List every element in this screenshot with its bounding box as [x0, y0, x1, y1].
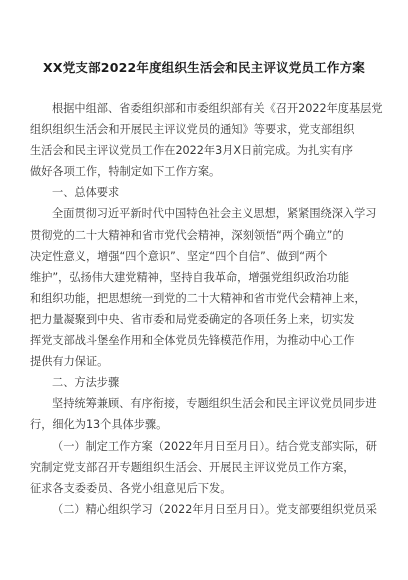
- text-line: 组织组织生活会和开展民主评议党员的通知》等要求，党支部组织: [30, 123, 355, 137]
- section-heading: [30, 182, 378, 203]
- step2-paragraph: [30, 499, 378, 520]
- text-line: 究制定党支部召开专题组织生活会、开展民主评议党员工作方案，: [30, 460, 355, 474]
- document-body: [30, 98, 383, 520]
- text-line: 行，细化为13个具体步骤。: [30, 418, 168, 432]
- text-line: 挥党支部战斗堡垒作用和全体党员先锋模范作用，为推动中心工作: [30, 334, 355, 348]
- section2-heading: 二、方法步骤: [52, 376, 120, 390]
- text-line: 维护”，弘扬伟大建党精神，坚持自我革命，增强党组织政治功能: [30, 270, 350, 284]
- text-line: 坚持统筹兼顾、有序衔接，专题组织生活会和民主评议党员同步进: [52, 397, 377, 411]
- text-line: 做好各项工作，特制定如下工作方案。: [30, 165, 221, 179]
- section1-heading: 一、总体要求: [52, 186, 120, 200]
- text-line: （二）精心组织学习（2022年月日至月日）。党支部要组织党员采: [52, 502, 377, 516]
- text-line: 和组织功能，把思想统一到党的二十大精神和省市党代会精神上来，: [30, 291, 366, 305]
- text-line: 全面贯彻习近平新时代中国特色社会主义思想，紧紧围绕深入学习: [52, 207, 377, 221]
- text-line: 根据中组部、省委组织部和市委组织部有关《召开2022年度基层党: [52, 102, 383, 115]
- text-line: 提供有力保证。: [30, 355, 109, 369]
- step1-paragraph: [30, 436, 378, 499]
- text-line: 生活会和民主评议党员工作在2022年3月X日前完成。为扎实有序: [30, 144, 353, 158]
- document-title: XX党支部2022年度组织生活会和民主评议党员工作方案: [43, 60, 365, 75]
- text-line: 把力量凝聚到中央、省市委和局党委确定的各项任务上来，切实发: [30, 312, 355, 326]
- section2-paragraph: [30, 393, 378, 435]
- text-line: 贯彻党的二十大精神和省市党代会精神，深刻领悟“两个确立”的: [30, 228, 344, 242]
- text-line: 决定性意义，增强“四个意识”、坚定“四个自信”、做到“两个: [30, 249, 328, 263]
- section1-paragraph: [30, 203, 378, 372]
- section-heading: [30, 372, 378, 393]
- text-line: 征求各支委委员、各党小组意见后下发。: [30, 481, 232, 495]
- intro-paragraph: [30, 98, 383, 182]
- text-line: （一）制定工作方案（2022年月日至月日）。结合党支部实际，研: [52, 439, 377, 453]
